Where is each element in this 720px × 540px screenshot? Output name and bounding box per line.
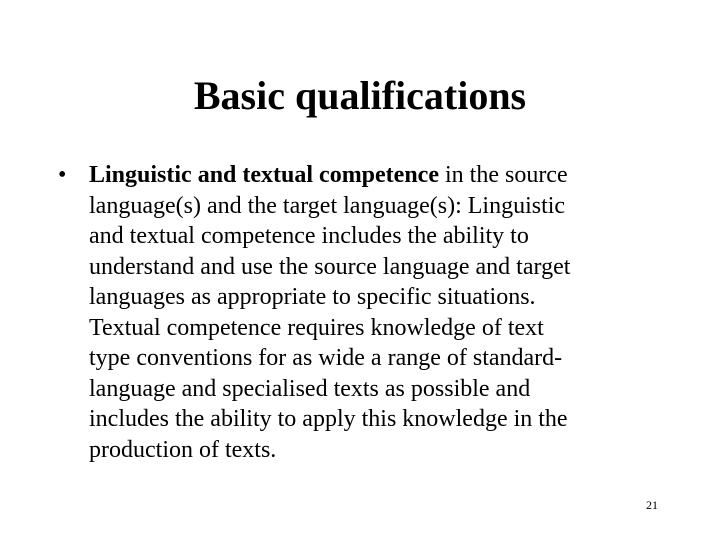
bullet-icon	[58, 160, 78, 191]
slide-title: Basic qualifications	[193, 73, 527, 118]
bullet-item	[58, 160, 668, 465]
bullet-line-3: and textual competence includes the ability to	[89, 223, 529, 249]
bullet-line-1	[89, 160, 668, 191]
bullet-line-6: Textual competence requires knowledge of text	[89, 314, 544, 341]
bullet-line-7: type conventions for as wide a range of standard-	[89, 345, 563, 371]
bullet-lead-text: Linguistic and textual competence	[89, 162, 439, 188]
bullet-line-5: languages as appropriate to specific situations.	[89, 284, 536, 310]
slide-number: 21	[646, 498, 658, 512]
bullet-line-text: in the source	[438, 162, 568, 188]
bullet-line-2: language(s) and the target language(s): Linguistic	[89, 192, 566, 219]
bullet-line-9: includes the ability to apply this knowledge in the	[89, 406, 568, 432]
bullet-line-4: understand and use the source language and target	[89, 253, 571, 280]
bullet-line-8: language and specialised texts as possible and	[89, 375, 531, 402]
bullet-line-10: production of texts.	[89, 436, 277, 463]
bullet-list	[58, 160, 668, 465]
